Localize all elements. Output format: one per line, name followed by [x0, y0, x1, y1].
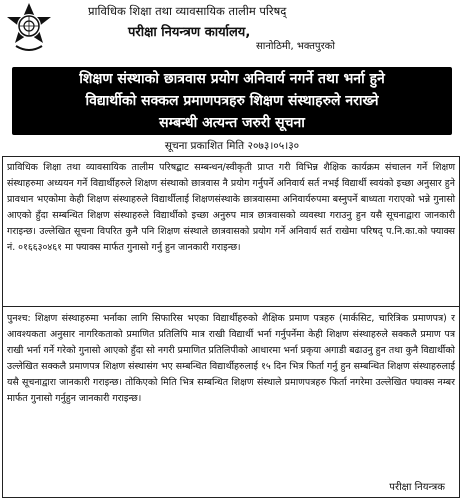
office-address: सानोठिमी, भक्तपुरको: [256, 41, 335, 52]
office-name: परीक्षा नियन्त्रण कार्यालय,: [128, 25, 251, 40]
emblem-star-icon: [4, 2, 54, 54]
paragraph-main: प्राविधिक शिक्षा तथा व्यावसायिक तालीम परिषद्बाट सम्बन्धन/स्वीकृती प्राप्त गरी विभिन्न शैक्षिक कार्यक्रम संचालन गर्ने शिक्षण संस्थाहरुमा अध्ययन गर्ने विद्यार्थीहरुले शिक्षण संस्थाको छात्रवास नै प्रयोग गर्नुपर्ने अनिवार्य सर्त नभई विद्यार्थी स्वयंको इच्छा अनुसार हुने प्रावधान भएकोमा केही शिक्षण संस्थाहरुले विद्यार्थीलाई शिक्षणसंस्थाके छात्रवासमा अनिवार्यरुपमा बस्नुपर्ने बाध्यता गराएको भन्ने गुनासो आएको हुँदा सम्बन्धित शिक्षण संस्थाहरुले विद्यार्थीको इच्छा अनुरुप मात्र छात्रवासको व्यवस्था गराउनु हुन यसै सूचनाद्वारा जानकारी गराइन्छ। उल्लेखित सूचना विपरित कुनै पनि शिक्षण संस्थाले छात्रवासको प्रयोग गर्ने अनिवार्य सर्त राखेमा परिषद् प.नि.का.को फ्याक्स नं. ०१६६३०४६१ मा फ्याक्स मार्फत गुनासो गर्नु हुन जानकारी गराइन्छ।: [7, 162, 455, 253]
org-name: प्राविधिक शिक्षा तथा व्यावसायिक तालीम परिषद्: [88, 4, 287, 18]
notice-title-line-2: विद्यार्थीको सक्कल प्रमाणपत्रहरु शिक्षण संस्थाहरुले नराख्ने: [85, 93, 379, 109]
notice-title-banner: [12, 67, 452, 135]
publication-date: सूचना प्रकाशित मिति २०७३।०५।३०: [164, 140, 300, 152]
section-divider: [3, 306, 459, 307]
notice-title-line-1: शिक्षण संस्थाको छात्रवास प्रयोग अनिवार्य नगर्ने तथा भर्ना हुने: [79, 71, 385, 87]
paragraph-postscript: पुनश्च: शिक्षण संस्थाहरुमा भर्नाका लागि सिफारिस भएका विद्यार्थीहरुको शैक्षिक प्रमाण पत्रहरु (मार्कसिट, चारित्रिक प्रमाणपत्र) र आवश्यकता अनुसार नागरिकताको प्रमाणित प्रतिलिपि मात्र राखी विद्यार्थी भर्ना गर्नुपर्नेमा केही शिक्षण संस्थाहरुले सक्कलै प्रमाण पत्र राखी भर्ना गर्ने गरेको गुनासो आएको हुँदा सो नगरी प्रमाणित प्रतिलिपीको आधारमा भर्ना प्रकृया अगाडी बढाउनु हुन तथा कुनै विद्यार्थीको उल्लेखित सक्कलै प्रमाणपत्र शिक्षण संस्थासंग भए सम्बन्धित विद्यार्थीहरुलाई १५ दिन भित्र फिर्ता गर्नु हुन सम्बन्धित शिक्षण संस्थाहरुलाई यसै सूचनाद्वारा जानकारी गराइन्छ। तोकिएको मिति भित्र सम्बन्धित शिक्षण संस्थाले प्रमाणपत्रहरु फिर्ता नगरेमा उल्लेखित फ्याक्स नम्बर मार्फत गुनासो गर्नुहुन जानकारी गराइन्छ।: [7, 313, 455, 404]
signature: परीक्षा नियन्त्रक: [389, 482, 445, 493]
notice-title-line-3: सम्बन्धी अत्यन्त जरुरी सूचना: [159, 115, 305, 131]
notice-body: [2, 156, 460, 498]
